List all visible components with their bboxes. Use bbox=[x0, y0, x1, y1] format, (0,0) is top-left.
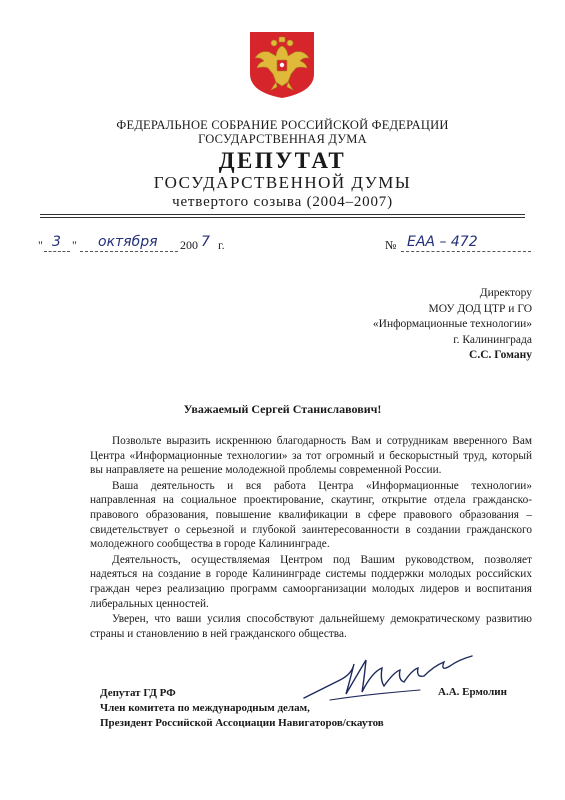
addressee-organization: МОУ ДОД ЦТР и ГО bbox=[428, 302, 532, 315]
outgoing-number bbox=[385, 236, 535, 256]
parliament-name: ФЕДЕРАЛЬНОЕ СОБРАНИЕ РОССИЙСКОЙ ФЕДЕРАЦИИ bbox=[116, 118, 449, 132]
signatory-title-3: Президент Российской Ассоциации Навигаторов/скаутов bbox=[100, 717, 384, 729]
body-paragraph-4: Уверен, что ваши усилия способствуют дальнейшему демократическому развитию страны и становлению в ней гражданского общества. bbox=[90, 613, 532, 640]
signatory-title-2: Член комитета по международным делам, bbox=[100, 702, 310, 714]
day-underline bbox=[44, 251, 70, 252]
letter-body bbox=[90, 434, 532, 642]
body-paragraph-1: Позвольте выразить искреннюю благодарность Вам и сотрудникам вверенного Вам Центра «Информационные технологии» за тот огромный и бескорыстный труд, который вы направляете на решение молодежной проблемы современной России. bbox=[90, 435, 532, 477]
number-label: № bbox=[385, 238, 397, 252]
addressee-name: С.С. Гоману bbox=[469, 349, 532, 361]
signatory-titles bbox=[100, 686, 384, 731]
addressee-city: г. Калининграда bbox=[453, 333, 532, 346]
handwritten-day: 3 bbox=[52, 234, 61, 250]
signatory-name: А.А. Ермолин bbox=[438, 686, 507, 698]
duma-name: ГОСУДАРСТВЕННАЯ ДУМА bbox=[198, 132, 367, 146]
header-divider-bottom bbox=[40, 217, 525, 218]
month-underline bbox=[80, 251, 178, 252]
salutation: Уважаемый Сергей Станиславович! bbox=[183, 402, 382, 416]
signatory-title-1: Депутат ГД РФ bbox=[100, 687, 176, 699]
number-underline bbox=[401, 251, 531, 252]
header-divider-top bbox=[40, 214, 525, 215]
body-paragraph-3: Деятельность, осуществляемая Центром под Вашим руководством, позволяет надеяться на создание в городе Калининграде системы поддержки молодых российских граждан через реализацию программ самоорганизации молодых лидеров и воспитания либеральных ценностей. bbox=[90, 553, 532, 610]
handwritten-number: ЕАА – 472 bbox=[407, 234, 478, 250]
addressee-position: Директору bbox=[479, 287, 532, 299]
addressee-organization-name: «Информационные технологии» bbox=[372, 318, 532, 330]
handwritten-month: октября bbox=[98, 234, 158, 250]
quote-open: " bbox=[38, 238, 43, 252]
addressee-block bbox=[373, 286, 532, 364]
coat-of-arms-emblem bbox=[247, 30, 317, 100]
year-unit: г. bbox=[218, 238, 225, 252]
convocation-line: четвертого созыва (2004–2007) bbox=[172, 194, 393, 210]
handwritten-year: 7 bbox=[201, 234, 210, 250]
quote-close: " bbox=[72, 238, 77, 252]
year-prefix: 200 bbox=[180, 238, 198, 252]
body-paragraph-2: Ваша деятельность и вся работа Центра «Информационные технологии» направленная на социальное проектирование, скаутинг, открытие отдела гражданско-правового образования, повышение квалификации в сфере правового образования – свидетельствует о серьезной и глубокой заинтересованности в создании гражданского молодежного сообщества в городе Калининграде. bbox=[90, 479, 532, 551]
letterhead-subtitle: ГОСУДАРСТВЕННОЙ ДУМЫ bbox=[153, 173, 412, 192]
letterhead-title: ДЕПУТАТ bbox=[218, 148, 347, 173]
